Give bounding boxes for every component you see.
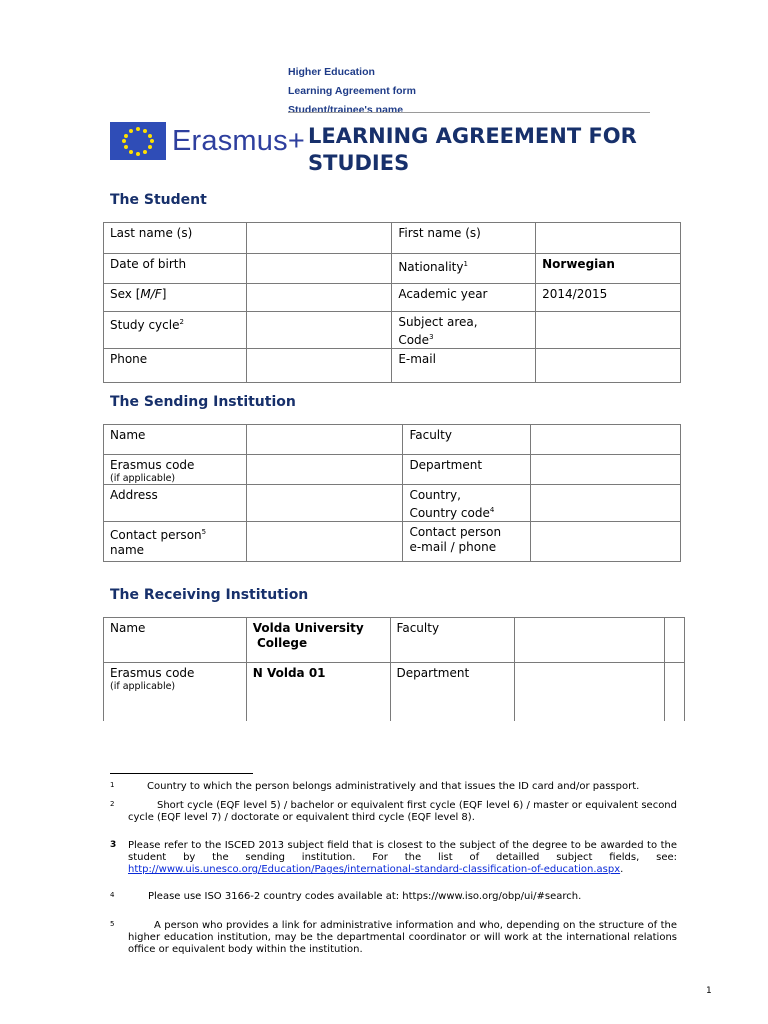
country-text: Country, <box>409 488 461 502</box>
sending-faculty-label: Faculty <box>403 425 531 455</box>
student-email-value[interactable] <box>536 349 681 383</box>
footnote-ref-3: 3 <box>429 333 434 341</box>
sex-suffix: ] <box>161 287 167 301</box>
sending-country-label <box>403 485 531 522</box>
footnote-5 <box>110 920 677 956</box>
receiving-faculty-label: Faculty <box>390 618 515 663</box>
student-last-name-value[interactable] <box>246 223 392 254</box>
receiving-faculty-value[interactable] <box>515 618 665 663</box>
sending-contact-email-label <box>403 522 531 562</box>
footnote-ref-1: 1 <box>463 260 468 268</box>
header-line-program: Higher Education <box>288 66 375 78</box>
section-sending-heading: The Sending Institution <box>110 394 296 410</box>
student-nationality-value[interactable]: Norwegian <box>536 254 681 284</box>
study-cycle-text: Study cycle <box>110 318 180 332</box>
sending-name-label: Name <box>104 425 247 455</box>
student-study-cycle-value[interactable] <box>246 312 392 349</box>
receiving-name-value[interactable] <box>246 618 390 663</box>
student-table <box>103 222 681 383</box>
footnote-1-number: 1 <box>110 781 115 789</box>
receiving-erasmus-code-value[interactable]: N Volda 01 <box>246 663 390 721</box>
student-dob-value[interactable] <box>246 254 392 284</box>
student-email-label: E-mail <box>392 349 536 383</box>
email-phone-text: e-mail / phone <box>409 540 497 554</box>
footnote-3 <box>110 840 677 876</box>
footnote-2 <box>110 800 677 824</box>
erasmus-brand-text: Erasmus+ <box>172 125 305 157</box>
footnote-5-number: 5 <box>110 920 115 928</box>
contact-person2-text: Contact person <box>409 525 502 539</box>
sending-address-label: Address <box>104 485 247 522</box>
nationality-label-text: Nationality <box>398 260 464 274</box>
footnote-3-text <box>110 840 677 876</box>
receiving-table <box>103 617 685 721</box>
receiving-extra-cell-2 <box>664 663 684 721</box>
header-line-form: Learning Agreement form <box>288 85 416 97</box>
footnote-4 <box>110 891 677 903</box>
section-receiving-heading: The Receiving Institution <box>110 587 309 603</box>
footnote-2-number: 2 <box>110 800 115 808</box>
sending-contact-name-label <box>104 522 247 562</box>
contact-person-text: Contact person <box>110 528 202 542</box>
receiving-erasmus-code-text: Erasmus code <box>110 666 195 680</box>
contact-name-text: name <box>110 543 145 557</box>
student-first-name-label: First name (s) <box>392 223 536 254</box>
eu-flag-icon <box>110 122 166 160</box>
student-subject-area-value[interactable] <box>536 312 681 349</box>
receiving-department-label: Department <box>390 663 515 721</box>
header-line-student-name: Student/trainee's name <box>288 104 404 116</box>
footnote-4-text: Please use ISO 3166-2 country codes available at: https://www.iso.org/obp/ui/#search. <box>148 891 582 902</box>
receiving-erasmus-code-label <box>104 663 247 721</box>
footnote-3-number: 3 <box>110 840 117 850</box>
footnote-ref-4: 4 <box>489 506 495 514</box>
student-academic-year-value[interactable]: 2014/2015 <box>536 284 681 312</box>
sending-faculty-value[interactable] <box>531 425 681 455</box>
isced-link[interactable]: http://www.uis.unesco.org/Education/Pages/international-standard-classification-of-education.aspx <box>128 864 621 875</box>
country-code-text: Country code <box>409 506 490 520</box>
footnote-1 <box>110 781 677 793</box>
receiving-extra-cell <box>664 618 684 663</box>
footnote-separator <box>110 773 253 774</box>
sex-prefix: Sex [ <box>110 287 141 301</box>
student-study-cycle-label <box>104 312 247 349</box>
student-nationality-label <box>392 254 536 284</box>
footnote-2-text: Short cycle (EQF level 5) / bachelor or equivalent first cycle (EQF level 6) / master or equivalent second cycle (EQF level 7) / doctorate or equivalent third cycle (EQF level 8). <box>128 800 677 823</box>
erasmus-code-text: Erasmus code <box>110 458 195 472</box>
student-dob-label: Date of birth <box>104 254 247 284</box>
student-first-name-value[interactable] <box>536 223 681 254</box>
page-number: 1 <box>706 986 712 996</box>
student-academic-year-label: Academic year <box>392 284 536 312</box>
student-sex-label <box>104 284 247 312</box>
receiving-name-line-2: College <box>256 636 308 650</box>
sending-contact-name-value[interactable] <box>246 522 403 562</box>
sending-country-value[interactable] <box>531 485 681 522</box>
receiving-if-applicable-note: (if applicable) <box>110 681 176 692</box>
sending-department-value[interactable] <box>531 455 681 485</box>
receiving-department-value[interactable] <box>515 663 665 721</box>
title-line-1: LEARNING AGREEMENT FOR <box>308 124 637 148</box>
code-text: Code <box>398 333 430 347</box>
student-phone-label: Phone <box>104 349 247 383</box>
section-student-heading: The Student <box>110 192 207 208</box>
footnote-3-end: . <box>620 864 624 875</box>
title-line-2: STUDIES <box>308 151 410 175</box>
sending-department-label: Department <box>403 455 531 485</box>
student-last-name-label: Last name (s) <box>104 223 247 254</box>
footnote-4-number: 4 <box>110 891 115 899</box>
sending-erasmus-code-value[interactable] <box>246 455 403 485</box>
footnote-ref-5: 5 <box>201 528 207 536</box>
student-phone-value[interactable] <box>246 349 392 383</box>
sending-table <box>103 424 681 562</box>
footnote-1-text: Country to which the person belongs administratively and that issues the ID card and/or passport. <box>147 781 640 792</box>
footnote-3-body: Please refer to the ISCED 2013 subject field that is closest to the subject of the degree to be awarded to the student by the sending institution. For the list of detailled subject fields, see: <box>128 840 677 863</box>
if-applicable-note: (if applicable) <box>110 473 176 484</box>
erasmus-logo <box>110 122 305 162</box>
student-subject-area-label <box>392 312 536 349</box>
sending-name-value[interactable] <box>246 425 403 455</box>
header-divider <box>288 112 650 113</box>
footnote-5-text: A person who provides a link for administrative information and who, depending on the structure of the higher education institution, may be the departmental coordinator or will work at the international relations office or equivalent body within the institution. <box>128 920 677 955</box>
sending-erasmus-code-label <box>104 455 247 485</box>
footnote-ref-2: 2 <box>179 318 184 326</box>
subject-area-text: Subject area, <box>398 315 478 329</box>
student-sex-value[interactable] <box>246 284 392 312</box>
sending-address-value[interactable] <box>246 485 403 522</box>
sex-mf: M/F <box>140 287 162 301</box>
receiving-name-line-1: Volda University <box>252 621 364 635</box>
receiving-name-label: Name <box>104 618 247 663</box>
sending-contact-email-value[interactable] <box>531 522 681 562</box>
document-title <box>308 123 637 177</box>
